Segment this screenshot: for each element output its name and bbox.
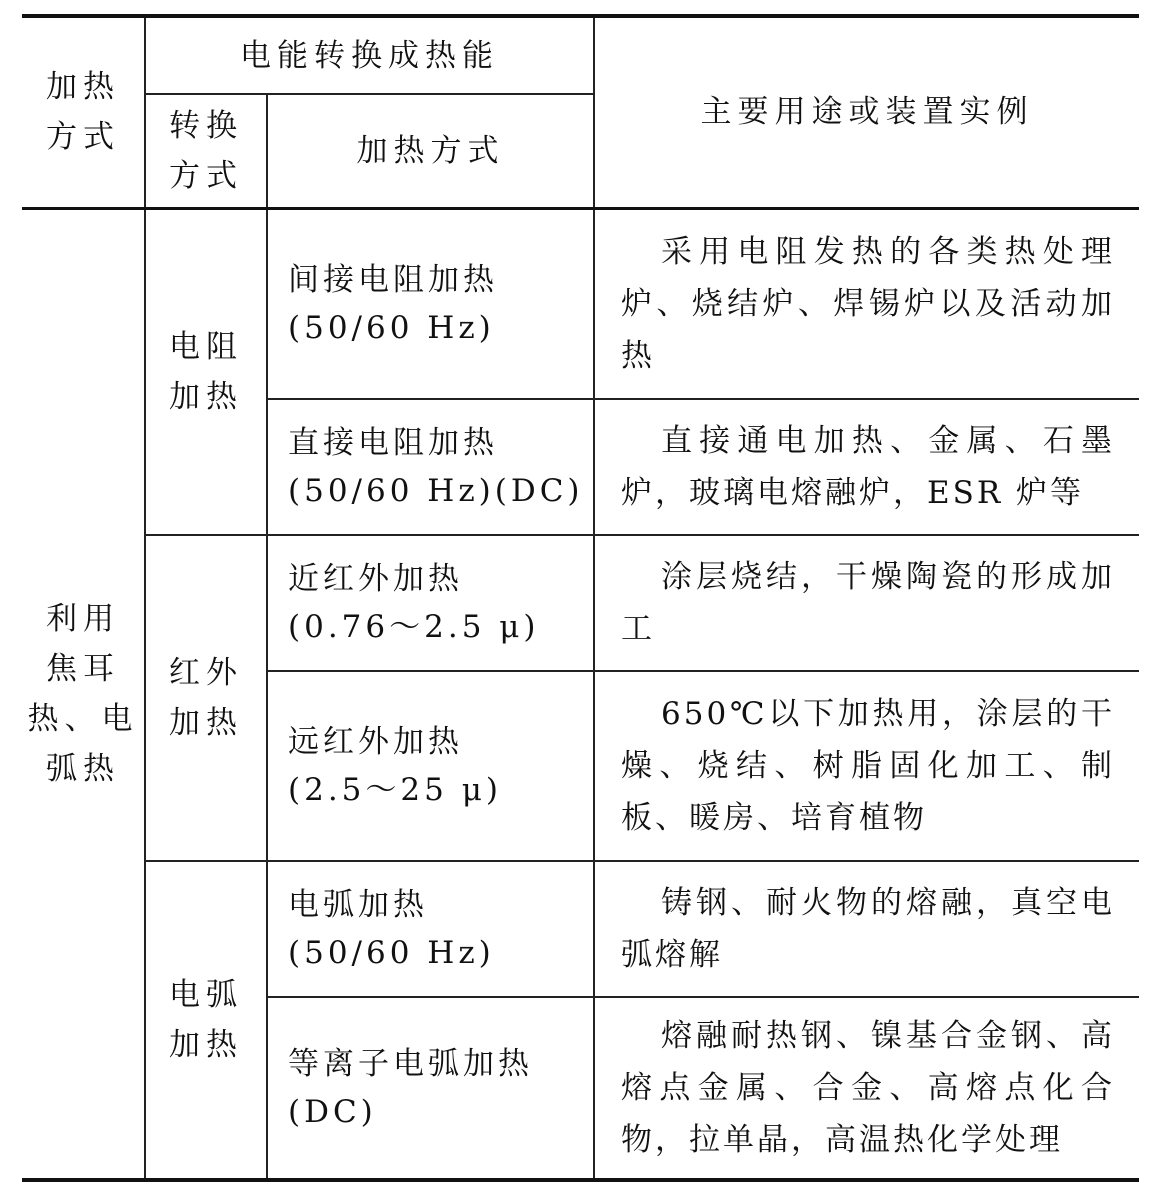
method-frequency: (50/60 Hz): [288, 935, 495, 971]
usage-arc: 铸钢、耐火物的熔融，真空电弧熔解: [594, 861, 1139, 997]
method-arc: [267, 861, 594, 997]
conversion-arc-line-2: 加热: [169, 1027, 243, 1063]
conversion-resistance: [145, 208, 267, 535]
conversion-infrared-line-2: 加热: [169, 705, 243, 741]
category-line-2: 焦耳: [46, 650, 120, 687]
conversion-infrared: [145, 535, 267, 861]
usage-plasma-arc: 熔融耐热钢、镍基合金钢、高熔点金属、合金、高熔点化合物，拉单晶，高温热化学处理: [594, 997, 1139, 1180]
usage-near-infrared: 涂层烧结，干燥陶瓷的形成加工: [594, 535, 1139, 671]
conversion-resistance-line-2: 加热: [169, 378, 243, 415]
method-frequency: (DC): [288, 1094, 377, 1130]
header-heating-method-line-2: 方式: [46, 119, 120, 156]
method-plasma-arc: [267, 997, 594, 1180]
usage-indirect-resistance: 采用电阻发热的各类热处理炉、烧结炉、焊锡炉以及活动加热: [594, 208, 1139, 399]
method-wavelength: (0.76～2.5 μ): [288, 609, 540, 645]
conversion-arc: [145, 861, 267, 1180]
method-direct-resistance: [267, 399, 594, 535]
method-name: 等离子电弧加热: [288, 1046, 533, 1082]
category-line-4: 弧热: [46, 750, 120, 787]
usage-direct-resistance: 直接通电加热、金属、石墨炉，玻璃电熔融炉，ESR 炉等: [594, 399, 1139, 535]
header-conversion-line-2: 方式: [169, 157, 243, 194]
method-name: 远红外加热: [288, 724, 463, 760]
header-energy-conversion: 电能转换成热能: [145, 16, 594, 94]
method-far-infrared: [267, 671, 594, 861]
method-name: 间接电阻加热: [288, 261, 498, 298]
method-indirect-resistance: [267, 208, 594, 399]
header-heating-method: [22, 16, 145, 208]
category-line-1: 利用: [46, 600, 120, 637]
method-name: 电弧加热: [288, 887, 428, 923]
heating-methods-table: [22, 14, 1139, 1182]
header-heating-method-line-1: 加热: [46, 69, 120, 106]
conversion-resistance-line-1: 电阻: [169, 328, 243, 365]
method-name: 近红外加热: [288, 561, 463, 597]
method-frequency: (50/60 Hz): [288, 309, 495, 346]
method-wavelength: (2.5～25 μ): [288, 772, 502, 808]
method-near-infrared: [267, 535, 594, 671]
method-name: 直接电阻加热: [288, 425, 498, 461]
header-usage: 主要用途或装置实例: [594, 16, 1139, 208]
conversion-arc-line-1: 电弧: [169, 977, 243, 1013]
header-conversion-method: [145, 94, 267, 208]
category-line-3: 热、电: [27, 700, 139, 737]
category-cell: [22, 208, 145, 1180]
conversion-infrared-line-1: 红外: [169, 655, 243, 691]
usage-far-infrared: 650℃以下加热用，涂层的干燥、烧结、树脂固化加工、制板、暖房、培育植物: [594, 671, 1139, 861]
header-conversion-line-1: 转换: [169, 107, 243, 144]
header-heating-type: 加热方式: [267, 94, 594, 208]
method-frequency: (50/60 Hz)(DC): [288, 473, 584, 509]
